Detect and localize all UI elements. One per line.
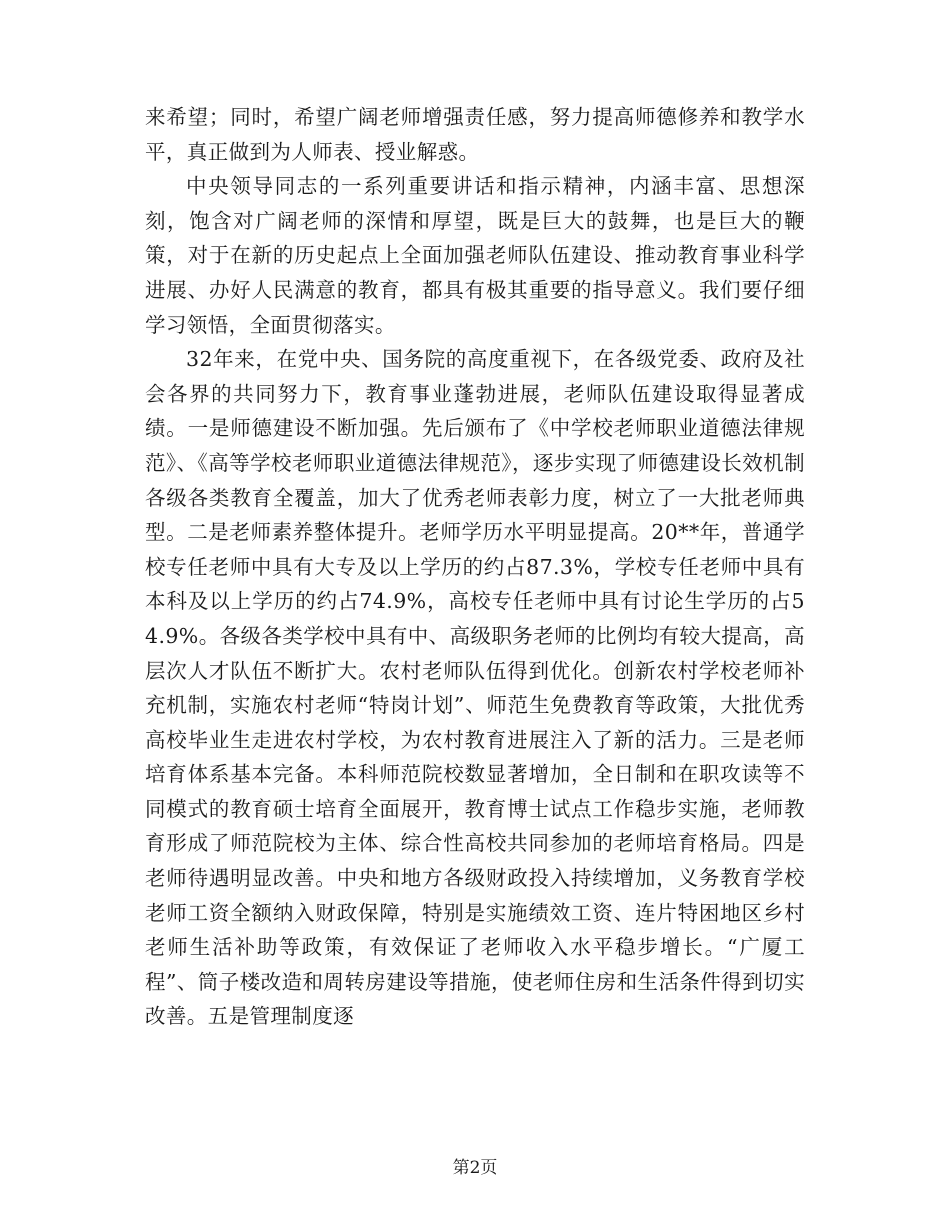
paragraph-achievements: 32年来，在党中央、国务院的高度重视下，在各级党委、政府及社会各界的共同努力下，教育事业蓬勃进展，老师队伍建设取得显著成绩。一是师德建设不断加强。先后颁布了《中学校老师职业道德法律规范》、《高等学校老师职业道德法律规范》，逐步实现了师德建设长效机制各级各类教育全覆盖，加大了优秀老师表彰力度，树立了一大批老师典型。二是老师素养整体提升。老师学历水平明显提高。20**年，普通学校专任老师中具有大专及以上学历的约占87.3%，学校专任老师中具有本科及以上学历的约占74.9%，高校专任老师中具有讨论生学历的占54.9%。各级各类学校中具有中、高级职务老师的比例均有较大提高，高层次人才队伍不断扩大。农村老师队伍得到优化。创新农村学校老师补充机制，实施农村老师“特岗计划”、师范生免费教育等政策，大批优秀高校毕业生走进农村学校，为农村教育进展注入了新的活力。三是老师培育体系基本完备。本科师范院校数显著增加，全日制和在职攻读等不同模式的教育硕士培育全面展开，教育博士试点工作稳步实施，老师教育形成了师范院校为主体、综合性高校共同参加的老师培育格局。四是老师待遇明显改善。中央和地方各级财政投入持续增加，义务教育学校老师工资全额纳入财政保障，特别是实施绩效工资、连片特困地区乡村老师生活补助等政策，有效保证了老师收入水平稳步增长。“广厦工程”、筒子楼改造和周转房建设等措施，使老师住房和生活条件得到切实改善。五是管理制度逐 — [145, 347, 805, 1029]
paragraph-continuation: 来希望；同时，希望广阔老师增强责任感，努力提高师德修养和教学水平，真正做到为人师表、授业解惑。 — [145, 105, 805, 164]
document-body — [145, 100, 805, 1034]
paragraph-leadership-speeches: 中央领导同志的一系列重要讲话和指示精神，内涵丰富、思想深刻，饱含对广阔老师的深情和厚望，既是巨大的鼓舞，也是巨大的鞭策，对于在新的历史起点上全面加强老师队伍建设、推动教育事业科学进展、办好人民满意的教育，都具有极其重要的指导意义。我们要仔细学习领悟，全面贯彻落实。 — [145, 174, 805, 337]
page-number: 第2页 — [452, 1158, 498, 1178]
